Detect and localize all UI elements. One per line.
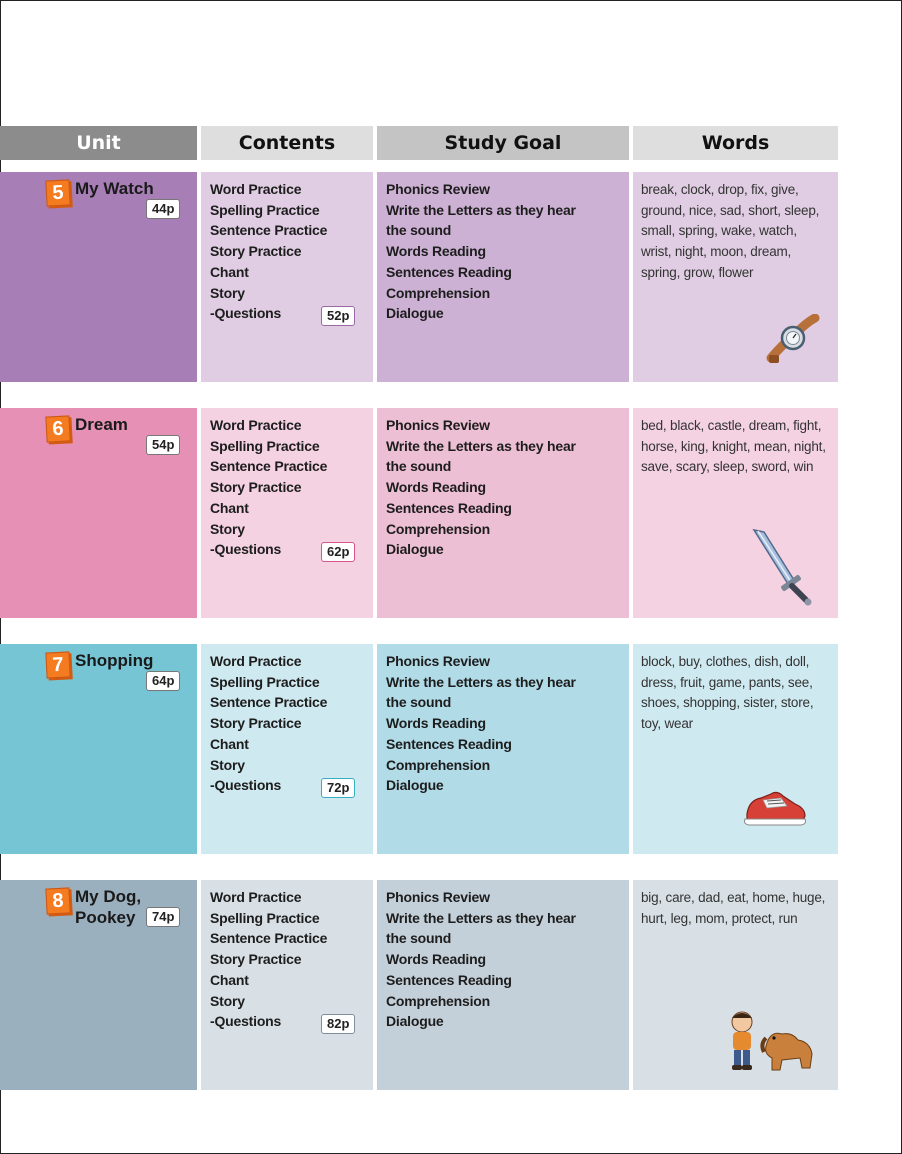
word-list: block, buy, clothes, dish, doll, dress, fruit, game, pants, see, shoes, shopping, sister, store, toy, wear (641, 654, 814, 732)
sneaker-icon (741, 786, 809, 833)
contents-item: Chant (210, 499, 249, 516)
contents-item: Spelling Practice (210, 909, 320, 926)
contents-item: Sentence Practice (210, 694, 328, 711)
study-goal-item: Dialogue (386, 541, 444, 558)
contents-item: Chant (210, 735, 249, 752)
study-goal-item: Write the Letters as they hear (386, 909, 576, 926)
contents-item: -Questions (210, 305, 282, 322)
contents-item: Sentence Practice (210, 222, 328, 239)
contents-item: -Questions (210, 541, 282, 558)
unit-number-badge: 7 (45, 651, 70, 678)
study-goal-item: Phonics Review (386, 181, 490, 197)
header-study-goal: Study Goal (377, 126, 629, 160)
contents-item: Story Practice (210, 951, 302, 968)
study-goal-item: Phonics Review (386, 889, 490, 905)
contents-item: Word Practice (210, 181, 302, 197)
contents-item: Story Practice (210, 243, 302, 260)
unit-page-badge: 64p (146, 671, 180, 691)
contents-item: Spelling Practice (210, 437, 320, 454)
contents-item: Chant (210, 263, 249, 280)
study-goal-item: Sentences Reading (386, 263, 512, 280)
contents-page-badge: 82p (321, 1014, 355, 1034)
study-goal-item: Phonics Review (386, 653, 490, 669)
study-goal-cell (377, 408, 629, 618)
contents-page-badge: 72p (321, 778, 355, 798)
study-goal-item: the sound (386, 930, 452, 947)
contents-item: Story Practice (210, 715, 302, 732)
study-goal-item: the sound (386, 222, 452, 239)
contents-cell (201, 408, 373, 618)
study-goal-item: Write the Letters as they hear (386, 673, 576, 690)
unit-page-badge: 44p (146, 199, 180, 219)
study-goal-item: Dialogue (386, 305, 444, 322)
word-list: big, care, dad, eat, home, huge, hurt, leg, mom, protect, run (641, 890, 826, 926)
sword-icon (752, 528, 814, 611)
study-goal-item: Phonics Review (386, 417, 490, 433)
contents-item: -Questions (210, 777, 282, 794)
study-goal-item: Words Reading (386, 243, 486, 260)
header-words: Words (633, 126, 838, 160)
unit-number-badge: 5 (45, 179, 70, 206)
study-goal-item: Dialogue (386, 777, 444, 794)
study-goal-item: Words Reading (386, 951, 486, 968)
unit-page-badge: 54p (146, 435, 180, 455)
contents-item: Word Practice (210, 653, 302, 669)
boy-and-dog-icon (726, 1008, 818, 1079)
contents-item: Story (210, 284, 245, 301)
contents-item: Chant (210, 971, 249, 988)
contents-cell (201, 880, 373, 1090)
contents-item: Story Practice (210, 479, 302, 496)
study-goal-item: Write the Letters as they hear (386, 437, 576, 454)
study-goal-item: Dialogue (386, 1013, 444, 1030)
study-goal-item: the sound (386, 694, 452, 711)
unit-cell (0, 880, 197, 1090)
study-goal-item: Comprehension (386, 756, 490, 773)
contents-item: Story (210, 520, 245, 537)
study-goal-cell (377, 880, 629, 1090)
unit-cell (0, 172, 197, 382)
contents-item: -Questions (210, 1013, 282, 1030)
contents-item: Story (210, 756, 245, 773)
study-goal-cell (377, 172, 629, 382)
contents-page-badge: 52p (321, 306, 355, 326)
study-goal-item: Write the Letters as they hear (386, 201, 576, 218)
unit-title: My Watch (75, 179, 154, 198)
unit-title: Shopping (75, 651, 154, 670)
contents-item: Sentence Practice (210, 458, 328, 475)
study-goal-item: the sound (386, 458, 452, 475)
unit-cell (0, 408, 197, 618)
unit-number-badge: 8 (45, 887, 70, 914)
contents-item: Sentence Practice (210, 930, 328, 947)
contents-item: Word Practice (210, 417, 302, 433)
unit-number-badge: 6 (45, 415, 70, 442)
unit-title: My Dog, Pookey (75, 887, 142, 927)
header-contents: Contents (201, 126, 373, 160)
study-goal-item: Words Reading (386, 479, 486, 496)
study-goal-item: Sentences Reading (386, 499, 512, 516)
contents-page-badge: 62p (321, 542, 355, 562)
study-goal-item: Comprehension (386, 520, 490, 537)
contents-item: Spelling Practice (210, 201, 320, 218)
study-goal-item: Sentences Reading (386, 971, 512, 988)
study-goal-item: Sentences Reading (386, 735, 512, 752)
watch-icon (763, 314, 823, 371)
contents-item: Story (210, 992, 245, 1009)
contents-cell (201, 172, 373, 382)
study-goal-item: Comprehension (386, 284, 490, 301)
unit-page-badge: 74p (146, 907, 180, 927)
contents-cell (201, 644, 373, 854)
contents-item: Word Practice (210, 889, 302, 905)
study-goal-item: Comprehension (386, 992, 490, 1009)
unit-title: Dream (75, 415, 128, 434)
unit-cell (0, 644, 197, 854)
word-list: bed, black, castle, dream, fight, horse, king, knight, mean, night, save, scary, sleep, sword, win (641, 418, 826, 475)
header-unit: Unit (0, 126, 197, 160)
study-goal-cell (377, 644, 629, 854)
study-goal-item: Words Reading (386, 715, 486, 732)
contents-item: Spelling Practice (210, 673, 320, 690)
word-list: break, clock, drop, fix, give, ground, nice, sad, short, sleep, small, spring, wake, watch, wrist, night, moon, dream, spring, grow, flower (641, 182, 820, 280)
